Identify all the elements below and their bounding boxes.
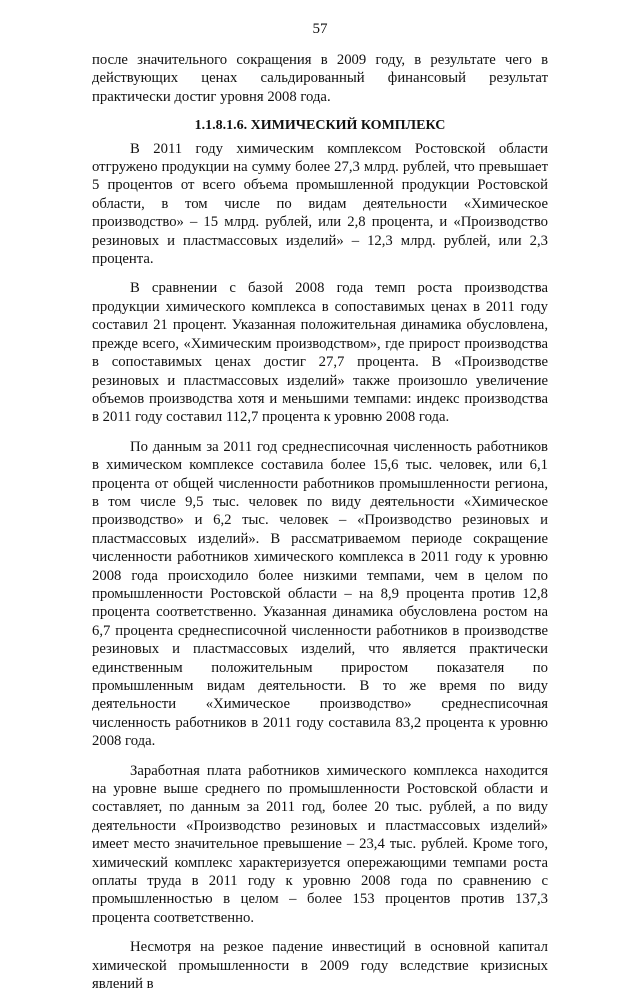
paragraph-shipment: В 2011 году химическим комплексом Ростовской области отгружено продукции на сумму более 27,3 млрд. рублей, что превышает 5 процентов от всего объема промышленной продукции Ростовской области, в том числе по видам деятельности «Химическое производство» – 15 млрд. рублей, или 2,8 процента, и «Производство резиновых и пластмассовых изделий» – 12,3 млрд. рублей, или 2,3 процента. [92,140,548,268]
paragraph-investment: Несмотря на резкое падение инвестиций в основной капитал химической промышленности в 2009 году вследствие кризисных явлений в [92,939,548,993]
page-number: 57 [312,21,328,37]
section-heading: 1.1.8.1.6. ХИМИЧЕСКИЙ КОМПЛЕКС [194,118,446,134]
paragraph-continuation: после значительного сокращения в 2009 году, в результате чего в действующих ценах сальдированный финансовый результат практически достиг уровня 2008 года. [92,52,548,105]
paragraph-growth: В сравнении с базой 2008 года темп роста производства продукции химического комплекса в сопоставимых ценах в 2011 году составил 21 процент. Указанная положительная динамика обусловлена, прежде всего, «Химическим производством», где прирост производства в сопоставимых ценах достиг 27,7 процента. В «Производстве резиновых и пластмассовых изделий» также произошло увеличение объемов производства хотя и меньшими темпами: индекс производства в 2011 году составил 112,7 процента к уровню 2008 года. [92,280,548,426]
paragraph-employment: По данным за 2011 год среднесписочная численность работников в химическом комплексе составила более 15,6 тыс. человек, или 6,1 процента от общей численности работников промышленности региона, в том числе 9,5 тыс. человек по виду деятельности «Химическое производство» и 6,2 тыс. человек – «Производство резиновых и пластмассовых изделий». В рассматриваемом периоде сокращение численности работников химического комплекса в 2011 году к уровню 2008 года происходило более низкими темпами, чем в целом по промышленности Ростовской области – на 8,9 процента против 12,8 процента соответственно. Указанная динамика обусловлена ростом на 6,7 процента среднесписочной численности работников в производстве резиновых и пластмассовых изделий, что является практически единственным положительным приростом показателя по промышленным видам деятельности. В то же время по виду деятельности «Химическое производство» среднесписочная численность работников в 2011 году составила 83,2 процента к уровню 2008 года. [92,438,548,750]
paragraph-wages: Заработная плата работников химического комплекса находится на уровне выше среднего по промышленности Ростовской области и составляет, по данным за 2011 год, более 20 тыс. рублей, а по виду деятельности «Производство резиновых и пластмассовых изделий» имеет место значительное превышение – 23,4 тыс. рублей. Кроме того, химический комплекс характеризуется опережающими темпами роста оплаты труда в 2011 году к уровню 2008 года по сравнению с промышленностью в целом – более 153 процентов против 137,3 процента соответственно. [92,762,548,926]
document-page [92,20,548,994]
